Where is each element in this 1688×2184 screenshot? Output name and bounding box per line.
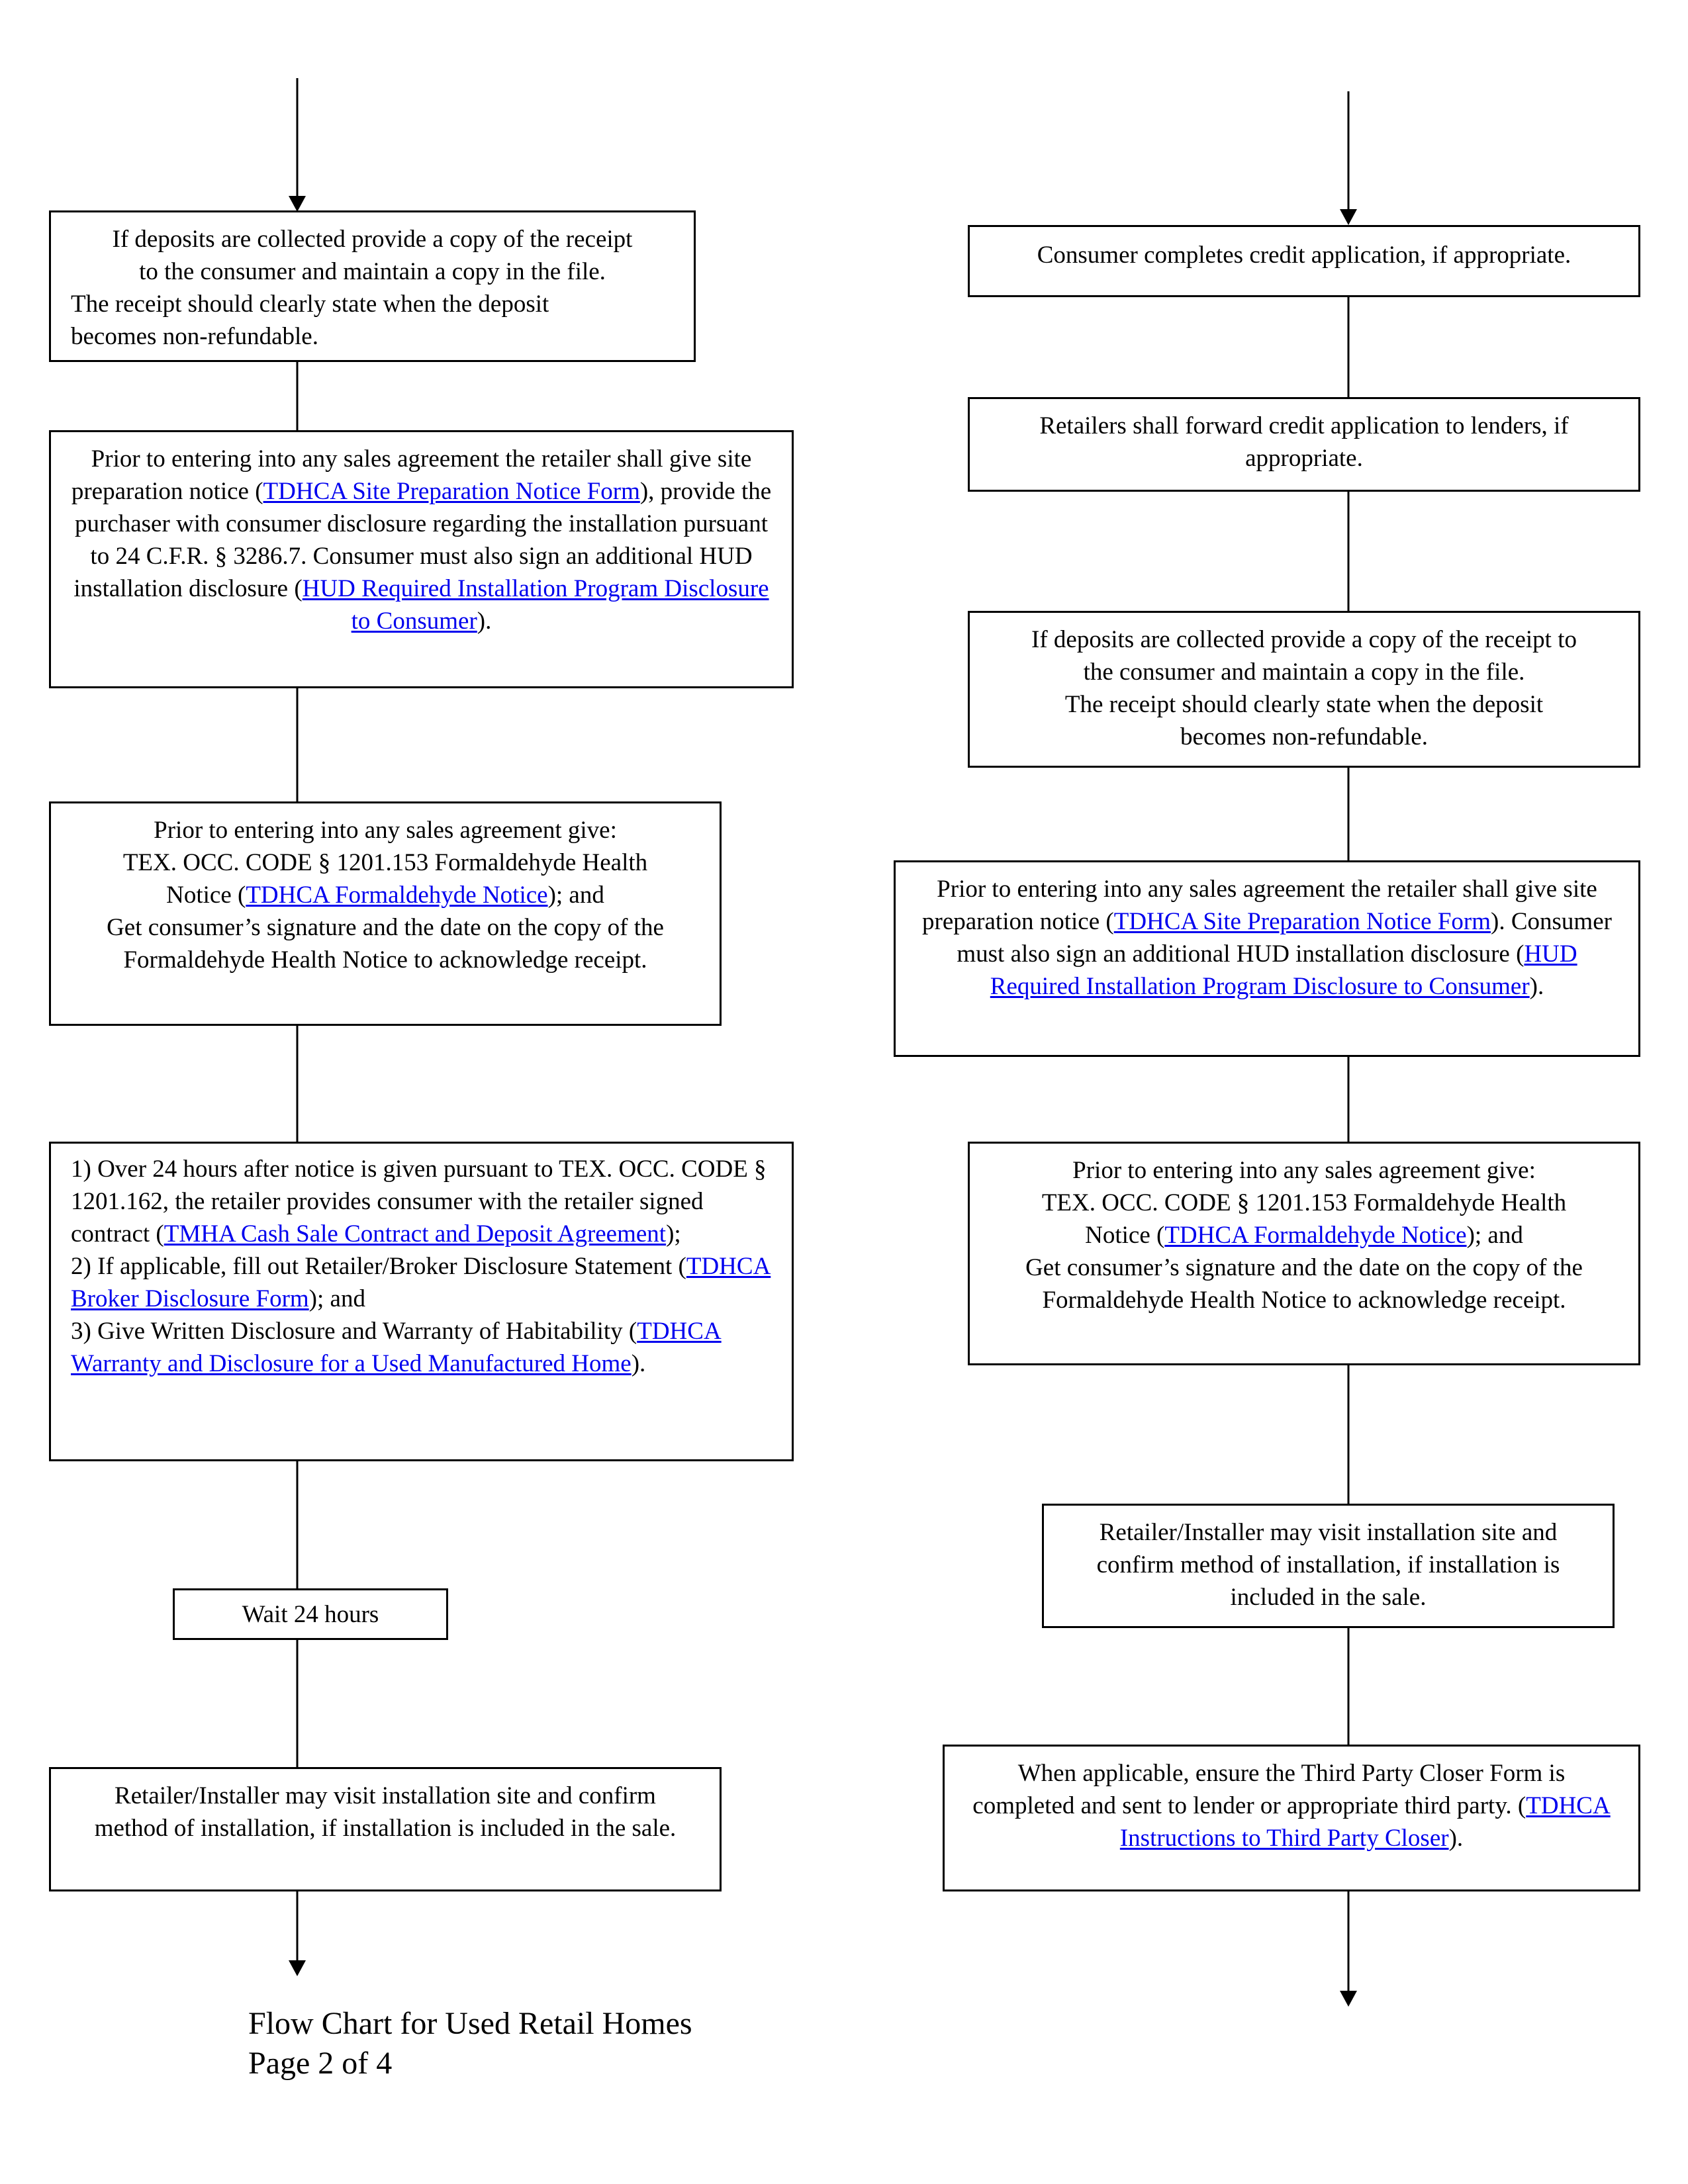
left-formaldehyde-line1: Prior to entering into any sales agreement give: [154, 817, 617, 844]
left-top-arrowhead [289, 196, 306, 212]
right-site-prep-text-c: ). [1529, 973, 1544, 1000]
right-third-party-closer-box [943, 1745, 1640, 1891]
right-formaldehyde-line3 [990, 1219, 1618, 1251]
left-site-prep-text-b: ), provide the purchaser with consumer disclosure regarding the installation pursuant to 24 C.F.R. § 3286.7. Consumer must also sign an additional HUD installation disclosure ( [73, 478, 772, 602]
tdhca-warranty-disclosure-link[interactable]: TDHCA Warranty and Disclosure for a Used Manufactured Home [71, 1318, 722, 1377]
right-deposit-line1: If deposits are collected provide a copy of the receipt to [1031, 626, 1577, 653]
left-contract-item1-a: 1) Over 24 hours after notice is given pursuant to TEX. OCC. CODE § 1201.162, the retailer provides consumer with the retailer signed contract ( [71, 1156, 767, 1248]
right-third-party-text-a: When applicable, ensure the Third Party Closer Form is completed and sent to lender or appropriate third party. ( [972, 1760, 1566, 1819]
right-forward-credit-text: Retailers shall forward credit application to lenders, if appropriate. [1039, 412, 1569, 472]
left-site-prep-text [70, 443, 773, 637]
left-contract-item2 [71, 1250, 773, 1315]
right-credit-application-text: Consumer completes credit application, if appropriate. [1037, 242, 1571, 269]
right-deposit-line3: The receipt should clearly state when the deposit [1064, 691, 1544, 718]
left-wait-text: Wait 24 hours [242, 1601, 379, 1628]
left-contract-item3-b: ). [631, 1350, 646, 1377]
left-formaldehyde-line4: Get consumer’s signature and the date on the copy of the [107, 914, 664, 941]
left-contract-item1-b: ); [666, 1220, 681, 1248]
caption-page-number: Page 2 of 4 [248, 2046, 393, 2081]
tmha-cash-sale-contract-link[interactable]: TMHA Cash Sale Contract and Deposit Agreement [164, 1220, 667, 1248]
right-tdhca-formaldehyde-link[interactable]: TDHCA Formaldehyde Notice [1164, 1222, 1467, 1249]
left-contract-disclosure-box [49, 1142, 794, 1461]
left-installation-visit-box [49, 1767, 722, 1891]
left-site-preparation-box [49, 430, 794, 688]
right-site-preparation-box [894, 860, 1640, 1057]
right-top-arrowhead [1340, 209, 1357, 225]
right-formaldehyde-box [968, 1142, 1640, 1365]
tdhca-site-preparation-link[interactable]: TDHCA Site Preparation Notice Form [263, 478, 640, 505]
right-formaldehyde-line3-a: Notice ( [1085, 1222, 1165, 1249]
tdhca-third-party-closer-link[interactable]: TDHCA Instructions to Third Party Closer [1119, 1792, 1611, 1852]
left-contract-item2-b: ); and [308, 1285, 365, 1312]
tdhca-formaldehyde-link[interactable]: TDHCA Formaldehyde Notice [246, 882, 548, 909]
right-formaldehyde-line5: Formaldehyde Health Notice to acknowledge receipt. [1042, 1287, 1566, 1314]
tdhca-broker-disclosure-link[interactable]: TDHCA Broker Disclosure Form [71, 1253, 771, 1312]
left-formaldehyde-line2: TEX. OCC. CODE § 1201.153 Formaldehyde Health [122, 849, 648, 876]
hud-installation-disclosure-link[interactable]: HUD Required Installation Program Disclosure to Consumer [302, 575, 769, 635]
left-formaldehyde-line3 [71, 879, 700, 911]
right-credit-application-box [968, 225, 1640, 297]
caption-title: Flow Chart for Used Retail Homes [248, 2006, 692, 2041]
right-site-prep-text [914, 873, 1620, 1003]
left-site-prep-text-c: ). [477, 608, 492, 635]
left-wait-24-hours-box [173, 1588, 448, 1640]
left-deposit-line1: If deposits are collected provide a copy of the receipt [112, 226, 633, 253]
right-deposit-receipt-box [968, 611, 1640, 768]
right-installation-text: Retailer/Installer may visit installation site and confirm method of installation, if installation is included in the sale. [1096, 1519, 1560, 1611]
right-formaldehyde-line1: Prior to entering into any sales agreement give: [1072, 1157, 1536, 1184]
left-deposit-receipt-box [49, 210, 696, 362]
left-contract-item1 [71, 1153, 773, 1250]
left-contract-item3-a: 3) Give Written Disclosure and Warranty of Habitability ( [71, 1318, 637, 1345]
left-bottom-arrowhead [289, 1960, 306, 1976]
right-installation-visit-box [1042, 1504, 1615, 1628]
right-tdhca-site-preparation-link[interactable]: TDHCA Site Preparation Notice Form [1113, 908, 1491, 935]
left-site-prep-text-a: Prior to entering into any sales agreement the retailer shall give site preparation notice ( [71, 445, 752, 505]
right-site-prep-text-a: Prior to entering into any sales agreement the retailer shall give site preparation notice ( [922, 876, 1597, 935]
left-formaldehyde-line3-b: ); and [547, 882, 604, 909]
right-third-party-text [971, 1757, 1612, 1854]
left-formaldehyde-line5: Formaldehyde Health Notice to acknowledge receipt. [123, 946, 647, 974]
left-installation-text: Retailer/Installer may visit installation site and confirm method of installation, if installation is included in the sale. [94, 1782, 677, 1842]
left-formaldehyde-box [49, 801, 722, 1026]
left-deposit-line4: becomes non-refundable. [71, 323, 318, 350]
left-deposit-line3: The receipt should clearly state when the deposit [71, 291, 549, 318]
right-third-party-text-b: ). [1448, 1825, 1464, 1852]
left-deposit-line2: to the consumer and maintain a copy in the file. [139, 258, 606, 285]
right-bottom-arrowhead [1340, 1991, 1357, 2007]
left-formaldehyde-line3-a: Notice ( [166, 882, 246, 909]
right-deposit-line4: becomes non-refundable. [1180, 723, 1428, 751]
right-formaldehyde-line2: TEX. OCC. CODE § 1201.153 Formaldehyde Health [1041, 1189, 1567, 1216]
left-contract-item3 [71, 1315, 773, 1380]
right-forward-credit-box [968, 397, 1640, 492]
page-caption [248, 2004, 692, 2083]
right-site-prep-text-b: ). Consumer must also sign an additional HUD installation disclosure ( [957, 908, 1612, 968]
right-formaldehyde-line4: Get consumer’s signature and the date on the copy of the [1025, 1254, 1583, 1281]
left-contract-item2-a: 2) If applicable, fill out Retailer/Broker Disclosure Statement ( [71, 1253, 686, 1280]
right-formaldehyde-line3-b: ); and [1466, 1222, 1523, 1249]
right-deposit-line2: the consumer and maintain a copy in the file. [1083, 659, 1525, 686]
right-hud-installation-disclosure-link[interactable]: HUD Required Installation Program Disclosure to Consumer [990, 940, 1577, 1000]
